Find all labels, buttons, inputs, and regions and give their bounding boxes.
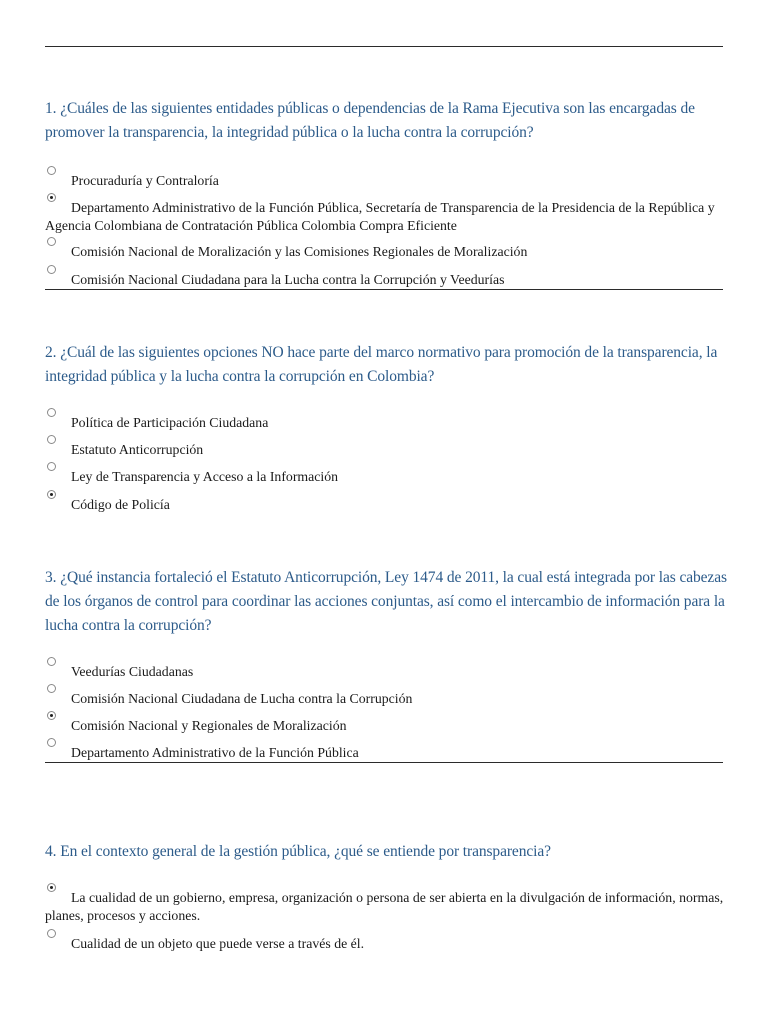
q3-option-2[interactable] bbox=[45, 690, 735, 708]
q4-option-1[interactable] bbox=[45, 889, 735, 925]
q2-option-4[interactable] bbox=[45, 496, 735, 514]
q4-option-1-label: La cualidad de un gobierno, empresa, organización o persona de ser abierta en la divulgación de información, normas, planes, procesos y acciones. bbox=[45, 890, 724, 923]
q1-option-2[interactable] bbox=[45, 199, 735, 235]
q1-option-3-label: Comisión Nacional de Moralización y las Comisiones Regionales de Moralización bbox=[71, 244, 528, 259]
q1-bottom-divider bbox=[45, 289, 723, 290]
q1-option-4-label: Comisión Nacional Ciudadana para la Lucha contra la Corrupción y Veedurías bbox=[71, 272, 505, 287]
question-3-text: 3. ¿Qué instancia fortaleció el Estatuto Anticorrupción, Ley 1474 de 2011, la cual está integrada por las cabezas de los órganos de control para coordinar las acciones conjuntas, así como el intercambio de información para la lucha contra la corrupción? bbox=[45, 569, 727, 634]
q2-option-3[interactable] bbox=[45, 468, 735, 486]
q2-option-4-radio[interactable] bbox=[47, 490, 56, 499]
q2-option-1[interactable] bbox=[45, 414, 735, 432]
q2-option-3-radio[interactable] bbox=[47, 462, 56, 471]
q1-option-3[interactable] bbox=[45, 243, 735, 261]
q1-option-4-radio[interactable] bbox=[47, 265, 56, 274]
q3-option-3-label: Comisión Nacional y Regionales de Moralización bbox=[71, 718, 347, 733]
q3-option-1-label: Veedurías Ciudadanas bbox=[71, 664, 194, 679]
q1-option-2-radio[interactable] bbox=[47, 193, 56, 202]
q1-option-4[interactable] bbox=[45, 271, 735, 289]
q1-option-1-radio[interactable] bbox=[47, 166, 56, 175]
q3-option-4-label: Departamento Administrativo de la Función Pública bbox=[71, 745, 359, 760]
q2-option-2-label: Estatuto Anticorrupción bbox=[71, 442, 204, 457]
question-4-text: 4. En el contexto general de la gestión pública, ¿qué se entiende por transparencia? bbox=[45, 843, 551, 860]
top-divider bbox=[45, 46, 723, 47]
q1-option-3-radio[interactable] bbox=[47, 237, 56, 246]
q3-option-2-label: Comisión Nacional Ciudadana de Lucha contra la Corrupción bbox=[71, 691, 413, 706]
q1-option-1[interactable] bbox=[45, 172, 735, 190]
q2-option-2-radio[interactable] bbox=[47, 435, 56, 444]
q2-option-3-label: Ley de Transparencia y Acceso a la Información bbox=[71, 469, 339, 484]
q3-option-4-radio[interactable] bbox=[47, 738, 56, 747]
q2-option-1-radio[interactable] bbox=[47, 408, 56, 417]
q4-option-2-label: Cualidad de un objeto que puede verse a través de él. bbox=[71, 936, 365, 951]
q4-option-2-radio[interactable] bbox=[47, 929, 56, 938]
q3-option-3-radio[interactable] bbox=[47, 711, 56, 720]
q2-option-1-label: Política de Participación Ciudadana bbox=[71, 415, 269, 430]
question-1-text: 1. ¿Cuáles de las siguientes entidades públicas o dependencias de la Rama Ejecutiva son las encargadas de promover la transparencia, la integridad pública o la lucha contra la corrupción? bbox=[45, 100, 695, 141]
q3-option-1[interactable] bbox=[45, 663, 735, 681]
question-2-text: 2. ¿Cuál de las siguientes opciones NO hace parte del marco normativo para promoción de la transparencia, la integridad pública y la lucha contra la corrupción en Colombia? bbox=[45, 344, 718, 385]
q4-option-1-radio[interactable] bbox=[47, 883, 56, 892]
q1-option-2-label: Departamento Administrativo de la Función Pública, Secretaría de Transparencia de la Presidencia de la República y Agencia Colombiana de Contratación Pública Colombia Compra Eficiente bbox=[45, 200, 715, 233]
q2-option-4-label: Código de Policía bbox=[71, 497, 170, 512]
q2-option-2[interactable] bbox=[45, 441, 735, 459]
q3-bottom-divider bbox=[45, 762, 723, 763]
q3-option-3[interactable] bbox=[45, 717, 735, 735]
q3-option-2-radio[interactable] bbox=[47, 684, 56, 693]
q4-option-2[interactable] bbox=[45, 935, 735, 953]
q3-option-4[interactable] bbox=[45, 744, 735, 762]
q1-option-1-label: Procuraduría y Contraloría bbox=[71, 173, 219, 188]
q3-option-1-radio[interactable] bbox=[47, 657, 56, 666]
